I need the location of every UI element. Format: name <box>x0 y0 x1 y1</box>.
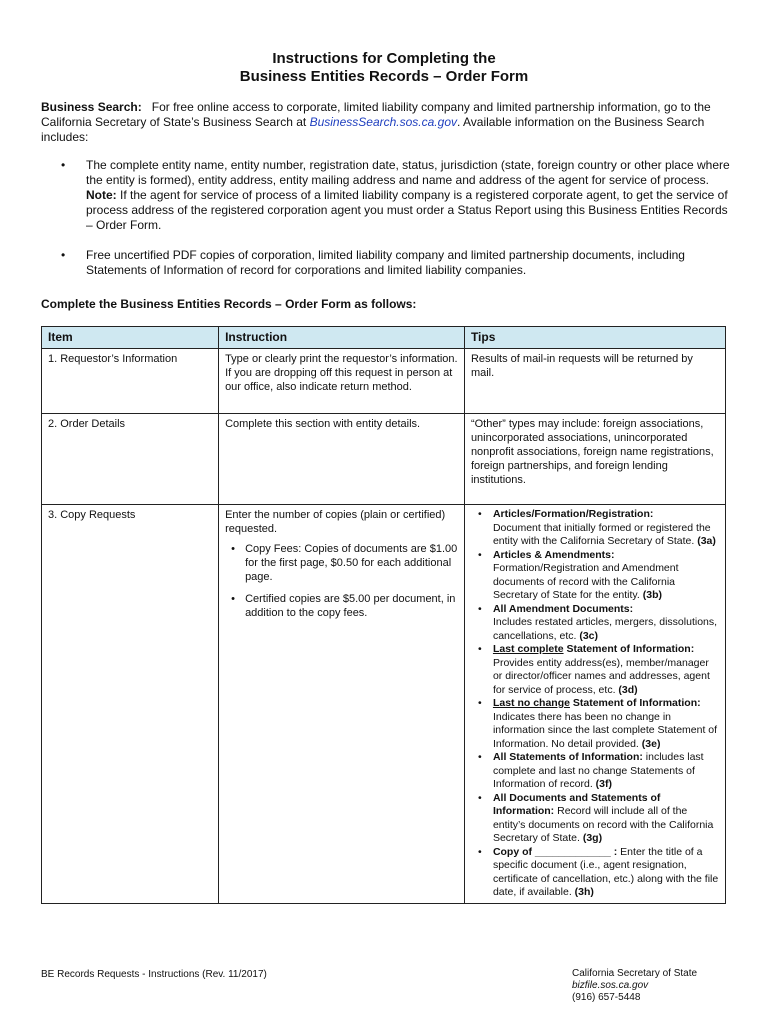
bullet-icon: • <box>61 248 66 262</box>
column-header-tips: Tips <box>464 327 725 349</box>
bullet-icon: • <box>477 791 482 804</box>
bullet-2-text: Free uncertified PDF copies of corporation, limited liability company and limited partnership documents, including Statements of Information of record for corporations and limited liability companies. <box>86 248 685 277</box>
tips-cell <box>464 505 725 904</box>
tip-heading: All Amendment Documents: <box>492 602 634 615</box>
tip-code: (3f) <box>595 778 612 790</box>
list-item <box>471 603 719 644</box>
copy-fee-text: Copy Fees: Copies of documents are $1.00 for the first page, $0.50 for each additional page. <box>245 543 458 583</box>
list-item <box>41 248 731 278</box>
section-heading: Complete the Business Entities Records – Order Form as follows: <box>41 297 417 311</box>
list-item <box>225 542 458 584</box>
table-row <box>42 414 726 505</box>
bullet-icon: • <box>477 548 482 561</box>
footer-contact <box>572 968 697 1004</box>
list-item <box>471 792 719 846</box>
tip-heading: Articles/Formation/Registration: <box>492 508 654 520</box>
list-item <box>471 846 719 900</box>
bullet-icon: • <box>477 845 482 858</box>
tip-heading: All Statements of Information: <box>492 751 643 763</box>
list-item <box>471 697 719 751</box>
bullet-icon: • <box>477 697 482 709</box>
footer-revision: BE Records Requests - Instructions (Rev. 11/2017) <box>41 969 267 980</box>
copy-instruction: Enter the number of copies (plain or certified) requested. <box>225 509 446 535</box>
tip-text: Provides entity address(es), member/manager or director/officer names and addresses, agent for service of process, etc. <box>492 656 710 696</box>
bullet-icon: • <box>477 643 482 655</box>
table-header-row <box>42 327 726 349</box>
tip-code: (3e) <box>641 737 661 750</box>
tip-text: Document that initially formed or registered the entity with the California Secretary of State. <box>492 521 711 547</box>
tip-heading: Articles & Amendments: <box>492 548 615 561</box>
bullet-1-text: The complete entity name, entity number, registration date, status, jurisdiction (state, foreign country or other place where the entity is formed), entity address, entity mailing address and name and address of the agent for service of process. <box>86 158 730 187</box>
tip-text: Formation/Registration and Amendment documents of record with the California Secretary of State for the entity. <box>492 562 679 601</box>
intro-text: For free online access to corporate, limited liability company and limited partnership information, go to the California Secretary of State’s Business Search at <box>41 100 711 129</box>
column-header-item: Item <box>42 327 219 349</box>
copy-fee-list <box>225 542 458 620</box>
list-item <box>471 549 719 603</box>
intro-lead: Business Search: <box>41 100 142 114</box>
table-row <box>42 505 726 904</box>
instruction-cell: Complete this section with entity details. <box>219 414 465 505</box>
column-header-instruction: Instruction <box>219 327 465 349</box>
tip-heading: Statement of Information: <box>563 643 695 655</box>
instruction-cell: Type or clearly print the requestor’s information. If you are dropping off this request in person at our office, also indicate return method. <box>219 349 465 414</box>
tip-code: (3b) <box>642 589 662 601</box>
item-cell: 2. Order Details <box>42 414 219 505</box>
instructions-table <box>41 326 726 904</box>
list-item <box>471 751 719 792</box>
business-search-link[interactable]: BusinessSearch.sos.ca.gov <box>309 115 457 129</box>
tip-text: Record will include all of the entity’s documents on record with the California Secretary of State. <box>492 805 714 844</box>
intro-text-after: . Available information on the Business Search includes: <box>41 115 705 144</box>
footer-phone: (916) 657-5448 <box>572 992 641 1003</box>
intro-paragraph <box>41 100 731 145</box>
bullet-icon: • <box>477 508 482 520</box>
list-item <box>471 643 719 697</box>
tip-text: Enter the title of a specific document (i.e., agent resignation, certificate of cancellation, etc.) along with the file date, if available. <box>492 845 719 898</box>
copy-type-list <box>471 508 719 900</box>
tip-code: (3g) <box>582 832 603 844</box>
tip-text: Includes restated articles, mergers, dissolutions, cancellations, etc. <box>492 616 718 642</box>
tips-cell: “Other” types may include: foreign associations, unincorporated associations, unincorporated nonprofit associations, foreign name registrations, foreign partnerships, and foreign lending institutions. <box>464 414 725 505</box>
list-item <box>471 508 719 549</box>
tip-heading-underlined: Last complete <box>492 643 564 655</box>
list-item <box>225 592 458 620</box>
tip-code: (3d) <box>618 683 638 696</box>
tip-code: (3a) <box>697 535 716 547</box>
tip-code: (3h) <box>574 886 594 898</box>
tips-cell: Results of mail-in requests will be returned by mail. <box>464 349 725 414</box>
tip-heading: Copy of _____________ : <box>492 845 618 858</box>
page-title-line1: Instructions for Completing the <box>272 50 496 67</box>
tip-heading: All Documents and Statements of Information: <box>492 791 661 817</box>
tip-code: (3c) <box>579 629 599 642</box>
list-item <box>41 158 731 233</box>
bullet-icon: • <box>477 751 482 763</box>
business-search-list <box>41 158 731 278</box>
instruction-cell <box>219 505 465 904</box>
bullet-icon: • <box>231 543 235 555</box>
footer-org: California Secretary of State <box>572 968 698 979</box>
item-cell: 1. Requestor’s Information <box>42 349 219 414</box>
certified-fee-text: Certified copies are $5.00 per document, in addition to the copy fees. <box>245 593 456 619</box>
tip-heading-underlined: Last no change <box>492 697 570 709</box>
footer-site-link[interactable]: bizfile.sos.ca.gov <box>572 980 649 991</box>
bullet-icon: • <box>61 158 66 172</box>
page-title-line2: Business Entities Records – Order Form <box>239 68 529 85</box>
bullet-1-note: Note: <box>86 188 117 202</box>
table-row <box>42 349 726 414</box>
tip-text: Indicates there has been no change in information since the last complete Statement of Information. No detail provided. <box>492 710 718 750</box>
item-cell: 3. Copy Requests <box>42 505 219 904</box>
tip-heading: Statement of Information: <box>569 697 701 709</box>
tip-text: includes last complete and last no change Statements of Information of record. <box>492 751 704 790</box>
bullet-icon: • <box>231 593 235 605</box>
bullet-icon: • <box>477 602 482 615</box>
bullet-1-text2: If the agent for service of process of a limited liability company is a registered corporate agent, to get the service of process address of the registered corporation agent you must order a Status Report using this Business Entities Records – Order Form. <box>86 188 728 232</box>
